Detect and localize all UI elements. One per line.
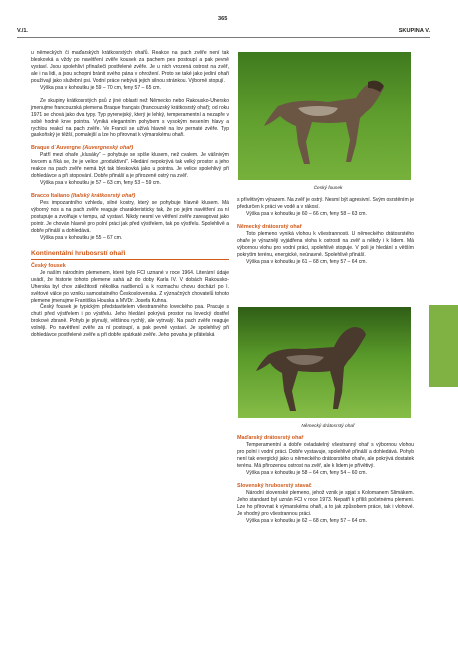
section-rule [31,259,229,260]
paragraph: Temperamentní a dobře ovladatelný všestranný ohař s výbornou vlohou pro polní i vodní práci. Dobře vystavuje, spolehlivě přináší a dohledává. Pohyb není tak energický jako u německého drátosrstého ohaře, ale pokrývá dostatek terénu. Má přirozenou ostrost na zvěř, ale k lidem je přívětivý. [237,442,414,469]
breed-heading-slovensky: Slovenský hrubosrstý stavač [237,482,312,489]
size-line: Výška psa v kohoutku je 58 – 64 cm, feny 54 – 60 cm. [246,469,367,476]
size-line: Výška psa v kohoutku je 61 – 68 cm, feny 57 – 64 cm. [246,258,367,265]
photo-caption: Český fousek [313,186,343,191]
breed-heading-cesky: Český fousek [31,262,66,269]
left-column [31,50,229,339]
right-column-top [237,197,414,266]
breed-heading-madarsky: Maďarský drátosrstý ohař [237,435,304,441]
paragraph: Národní slovenské plemeno, jehož vznik je spjat s Kolomanem Slimákem. Jeho standard byl uznán FCI v roce 1973. Nepatří k příliš početnému plemeni. Lze ho přirovnat k výmarskému ohaři, a to jak způsobem práce, tak i vlohové. Je vhodný pro všestrannou práci. [237,489,414,517]
paragraph: Patří mezi ohaře „klusáky“ – pohybuje se spíše klusem, než cvalem. Je vášnivým lovcem a říká se, že je velice „produktivní“. Hledání nepokrývá tak velký prostor a jeho reakce na pach zvěře nemá být tak bleskovká jako u pointra. Je velice spolehlivý při dohledávce a při stopování. Dobře přináší a je přirozeně ostrý na zvěř. [31,152,229,180]
breed-heading-bracco [31,193,229,200]
paragraph: s přívětivým výrazem. Na zvěř je ostrý. Nesmí být agresivní. Svým osrstěním je předurčen k práci ve vodě a v rákosí. [237,197,414,210]
breed-name-cz: (Italský krátkosrstý ohař) [71,193,136,200]
paragraph: Toto plemeno vyniká vlohou k všestrannosti. U německého drátosrstého ohaře je výrazněji vyjádřena vloha k ostrosti na zvěř a někdy i k lidem. Má výbornou vlohu pro vodní práci, spolehlivě stopuje. V poli je hledání s větším pokrytím terénu, energické, neúnavné. Spolehlivě přináší. [237,230,414,258]
paragraph: Český fousek je typickým představitelem všestranného loveckého psa. Pracuje s chutí před výstřelem i po výstřelu. Jeho hledání pokrývá prostor na lovecký dostřel brokové zbraně. Pohyb je plynulý, většinou rychlý, ale vytrvalý. Na pach zvěře reaguje volněji. Po navětření zvěře za ní postoupí, a pak pevně vystaví. Je spolehlivý při dohledávce postřelené zvěře a při dobře spárkaté zvěře. Jeho povaha je přátelská [31,304,229,339]
header-rule [17,37,430,38]
chapter-tab [429,305,458,387]
size-line: Výška psa v kohoutku je 62 – 68 cm, feny 57 – 64 cm. [246,517,367,524]
right-column-bottom [237,435,414,525]
breed-heading-auvergne [31,145,229,152]
size-line: Výška psa v kohoutku je 59 – 70 cm, feny 57 – 65 cm. [40,84,161,91]
section-heading: Kontinentální hrubosrstí ohaři [31,249,126,257]
size-line: Výška psa v kohoutku je 60 – 66 cm, feny 58 – 63 cm. [246,210,367,217]
nemecky-ohar-photo [238,307,411,418]
paragraph: Ze skupiny krátkosrstých psů z jiné oblasti než Německo nebo Rakousko-Uhersko jmenujme francouzská plemena Braque français (francouzský krátkosrstý ohař); od roku 1971 se chová jako dva typy. Typ pyrenejský, který je lehký, temperamentní a nezapře v sobě hodně krve pointra. Vyniká elegantním pohybem s vysokým nesením hlavy a rychlou reakcí na pach zvěře. Ve Francii se užívá hlavně na lov pernaté zvěře. Typ gaskoňský je těžší, pomalejší a lze ho přirovnat k výmarskému ohaři. [31,97,229,139]
page-number: 365 [218,16,228,22]
paragraph: Pes impozantního vzhledu, silné kostry, který se pohybuje hlavně klusem. Má výborný nos a na pach zvěře reaguje charakteristicky tak, že po jejím navětření za ní postupuje a zvolňuje v tempu, až vystaví. Nikdy nesmí ve větření zvěře zareagovat jako pointr. Je chován hlavně pro polní práci jak před výstřelem, tak po výstřelu. Spolehlivě a dobře přináší a dohledává. [31,200,229,235]
breed-heading-nemecky: Německý drátosrstý ohař [237,223,302,230]
section-label: SKUPINA V. [398,28,430,34]
cesky-fousek-photo [238,52,411,180]
paragraph: u německých či maďarských krátkosrstých ohařů. Reakce na pach zvěře není tak bleskovká a vždy po navětření zvěře kousek za pachem pes postoupí a pak pevně vystaví. Jsou spolehliví přinašeči postřelené zvěře. Je u nich vrozená ostrost na zvěř, ale i na lidi, a jsou schopni bránit svého pána v ohrožení. Proto se také jako jediní ohaři používají jako služební psi. Vodní práce nebývá jejich silnou stránkou. Výborně stopují. [31,50,229,84]
size-line: Výška psa v kohoutku je 55 – 67 cm. [40,234,123,241]
breed-name: Bracco Italiano [31,193,70,200]
size-line: Výška psa v kohoutku je 57 – 63 cm, feny 53 – 59 cm. [40,180,161,187]
breed-name-cz: (Auvergneský ohař) [82,145,134,152]
chapter-label: V./1. [17,28,28,34]
photo-caption: Německý drátosrstý ohař [301,424,355,429]
paragraph: Je naším národním plemenem, které bylo FCI uznané v roce 1964. Literární údaje uvádí, že historie tohoto plemene sahá až do doby Karla IV. V dobách Rakousko-Uherska byl chov záležitostí několika nadšenců a k rozmachu chovu dochází po I. světové válce po vzniku samostatného Československa. Z význačných chovatelů tohoto plemene jmenujme Františka Houska a MVDr. Josefa Kuhna. [31,269,229,304]
breed-name: Braque d´Auvergne [31,145,82,152]
